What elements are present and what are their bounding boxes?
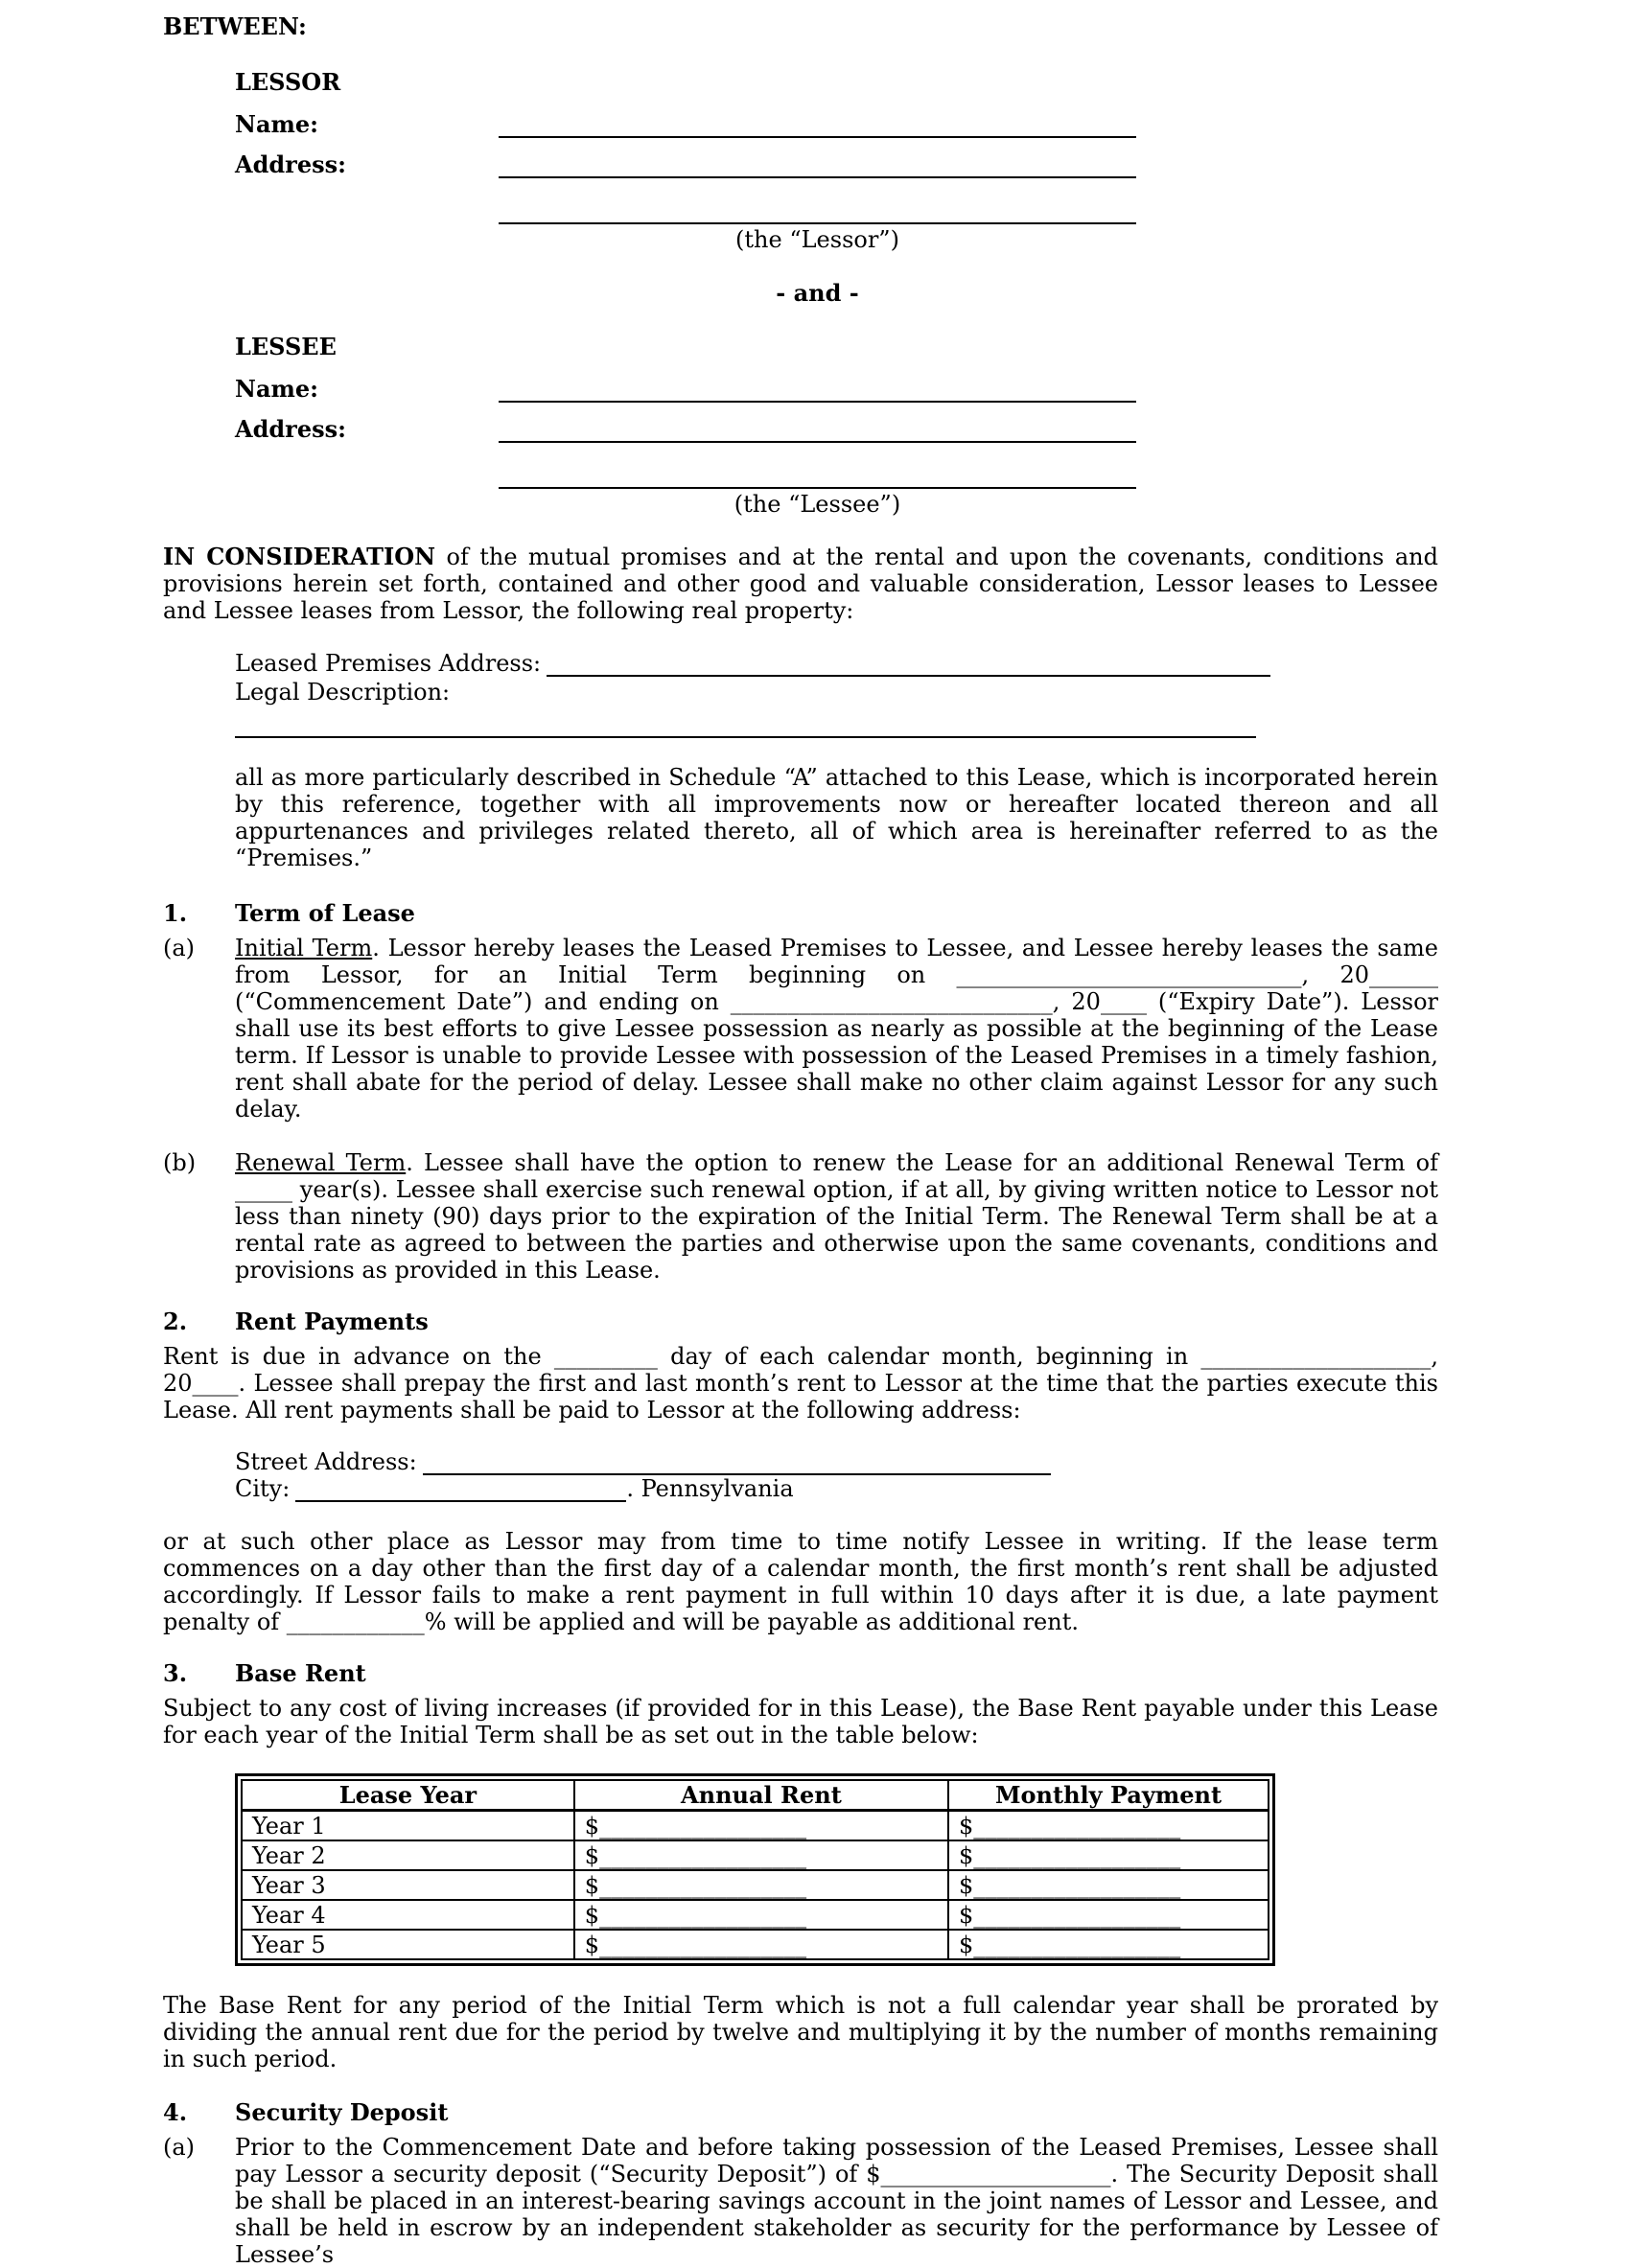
security-deposit-item-a-label: (a) [163,2134,196,2161]
lessee-address-row [235,416,1438,443]
consideration-paragraph [163,544,1438,624]
consideration-lead: IN CONSIDERATION [163,543,436,570]
premises-description-paragraph: all as more particularly described in Schedule “A” attached to this Lease, which is incorporated herein by this reference, together with all improvements now or hereafter located thereon and all appurtenances and privileges related thereto, all of which area is hereinafter referred to as the “Premises.” [235,764,1438,871]
city-row [235,1475,1438,1502]
section-2-title: Rent Payments [235,1308,429,1335]
leased-premises-address-label: Leased Premises Address: [235,650,542,677]
city-blank-line [295,1475,626,1502]
lessor-block [235,69,1438,253]
lessor-heading: LESSOR [235,68,341,96]
annual-rent-cell: $__________________ [574,1870,948,1900]
header-monthly-payment: Monthly Payment [948,1780,1269,1811]
lessor-address-blank-line [499,151,1136,178]
table-row-year-2 [242,1840,1269,1870]
lessee-name-row [235,376,1438,403]
term-item-b-label: (b) [163,1149,197,1176]
leased-premises-address-blank-line [547,650,1270,677]
term-item-a-label: (a) [163,935,196,961]
table-row-year-5 [242,1930,1269,1959]
monthly-payment-cell: $__________________ [948,1811,1269,1841]
base-rent-table-header-row [242,1780,1269,1811]
year-cell: Year 3 [242,1870,574,1900]
year-cell: Year 4 [242,1900,574,1930]
lessee-name-blank-line [499,376,1136,403]
monthly-payment-cell: $__________________ [948,1900,1269,1930]
annual-rent-cell: $__________________ [574,1900,948,1930]
between-label: BETWEEN: [163,12,307,40]
term-item-b [163,1149,1438,1284]
section-2-number: 2. [163,1308,188,1335]
consideration-body: of the mutual promises and at the rental and upon the covenants, conditions and provisions herein set forth, contained and other good and valuable consideration, Lessor leases to Lessee and Lessee leases from Lessor, the following real property: [163,544,1438,624]
lessee-address-blank-line-2 [499,456,1136,489]
section-3-number: 3. [163,1659,188,1687]
and-separator: - and - [776,279,859,307]
header-lease-year: Lease Year [242,1780,574,1811]
city-label: City: [235,1475,291,1502]
term-item-a-body: . Lessor hereby leases the Leased Premises to Lessee, and Lessee hereby leases the same from Lessor, for an Initial Term beginning on ______________________________, 20______ (“Commencement Date”) and ending on ____________________________, 20____ (“Expiry Date”). Lessor shall use its best efforts to give Lessee possession as nearly as possible at the beginning of the Lease term. If Lessor is unable to provide Lessee with possession of the Leased Premises in a timely fashion, rent shall abate for the period of delay. Lessee shall make no other claim against Lessor for any such delay. [235,935,1438,1122]
legal-description-blank-line [235,706,1256,738]
lessor-name-row [235,111,1438,138]
street-address-row [235,1448,1438,1475]
base-rent-table [235,1773,1275,1966]
rent-outro-paragraph: or at such other place as Lessor may from time to time notify Lessee in writing. If the lease term commences on a day other than the first day of a calendar month, the first month’s rent shall be adjusted accordingly. If Lessor fails to make a rent payment in full within 10 days after it is due, a late payment penalty of ____________% will be applied and will be payable as additional rent. [163,1528,1438,1635]
section-4-heading [163,2099,1438,2126]
lessor-name-blank-line [499,111,1136,138]
security-deposit-item-a [163,2134,1438,2268]
year-cell: Year 1 [242,1811,574,1841]
section-4-title: Security Deposit [235,2098,449,2126]
lessor-tag: (the “Lessor”) [735,226,899,253]
term-item-b-body: . Lessee shall have the option to renew the Lease for an additional Renewal Term of _____ year(s). Lessee shall exercise such renewal option, if at all, by giving written notice to Lessor not less than ninety (90) days prior to the expiration of the Initial Term. The Renewal Term shall be at a rental rate as agreed to between the parties and otherwise upon the same covenants, conditions and provisions as provided in this Lease. [235,1149,1439,1284]
annual-rent-cell: $__________________ [574,1840,948,1870]
monthly-payment-cell: $__________________ [948,1870,1269,1900]
year-cell: Year 2 [242,1840,574,1870]
base-rent-outro-paragraph: The Base Rent for any period of the Initial Term which is not a full calendar year shall be prorated by dividing the annual rent due for the period by twelve and multiplying it by the number of months remaining in such period. [163,1992,1438,2072]
header-annual-rent: Annual Rent [574,1780,948,1811]
annual-rent-cell: $__________________ [574,1811,948,1841]
renewal-term-lead: Renewal Term [235,1149,407,1176]
rent-intro-paragraph: Rent is due in advance on the _________ day of each calendar month, beginning in ____________________, 20____. Lessee shall prepay the first and last month’s rent to Lessor at the time that the parties execute this Lease. All rent payments shall be paid to Lessor at the following address: [163,1343,1438,1423]
lessor-name-label: Name: [235,110,319,138]
term-item-a [163,935,1438,1122]
annual-rent-cell: $__________________ [574,1930,948,1959]
security-deposit-item-a-paragraph: Prior to the Commencement Date and before taking possession of the Leased Premises, Lessee shall pay Lessor a security deposit (“Security Deposit”) of $____________________. The Security Deposit shall be shall be placed in an interest-bearing savings account in the joint names of Lessor and Lessee, and shall be held in escrow by an independent stakeholder as security for the performance by Lessee of Lessee’s [235,2134,1438,2268]
term-item-b-paragraph [235,1149,1438,1284]
term-item-a-paragraph [235,935,1438,1122]
section-4-number: 4. [163,2098,188,2126]
year-cell: Year 5 [242,1930,574,1959]
state-text: . Pennsylvania [626,1475,794,1502]
lessee-address-label: Address: [235,415,346,443]
section-1-number: 1. [163,899,188,927]
base-rent-intro-paragraph: Subject to any cost of living increases (if provided for in this Lease), the Base Rent payable under this Lease for each year of the Initial Term shall be as set out in the table below: [163,1695,1438,1748]
table-row-year-1 [242,1811,1269,1841]
leased-premises-address-row [235,650,1438,677]
street-address-label: Street Address: [235,1448,417,1475]
monthly-payment-cell: $__________________ [948,1840,1269,1870]
legal-description-label: Legal Description: [235,679,451,706]
monthly-payment-cell: $__________________ [948,1930,1269,1959]
section-1-heading [163,900,1438,927]
initial-term-lead: Initial Term [235,935,373,961]
lessor-address-blank-line-2 [499,192,1136,224]
table-row-year-4 [242,1900,1269,1930]
lessee-name-label: Name: [235,375,319,403]
lessor-address-row [235,151,1438,178]
table-row-year-3 [242,1870,1269,1900]
lessee-block [235,334,1438,518]
section-3-heading [163,1660,1438,1687]
section-3-title: Base Rent [235,1659,366,1687]
lessee-tag: (the “Lessee”) [734,491,901,518]
lessee-address-blank-line [499,416,1136,443]
lessee-heading: LESSEE [235,333,337,360]
section-1-title: Term of Lease [235,899,415,927]
lessor-address-label: Address: [235,150,346,178]
section-2-heading [163,1308,1438,1335]
street-address-blank-line [423,1448,1051,1475]
